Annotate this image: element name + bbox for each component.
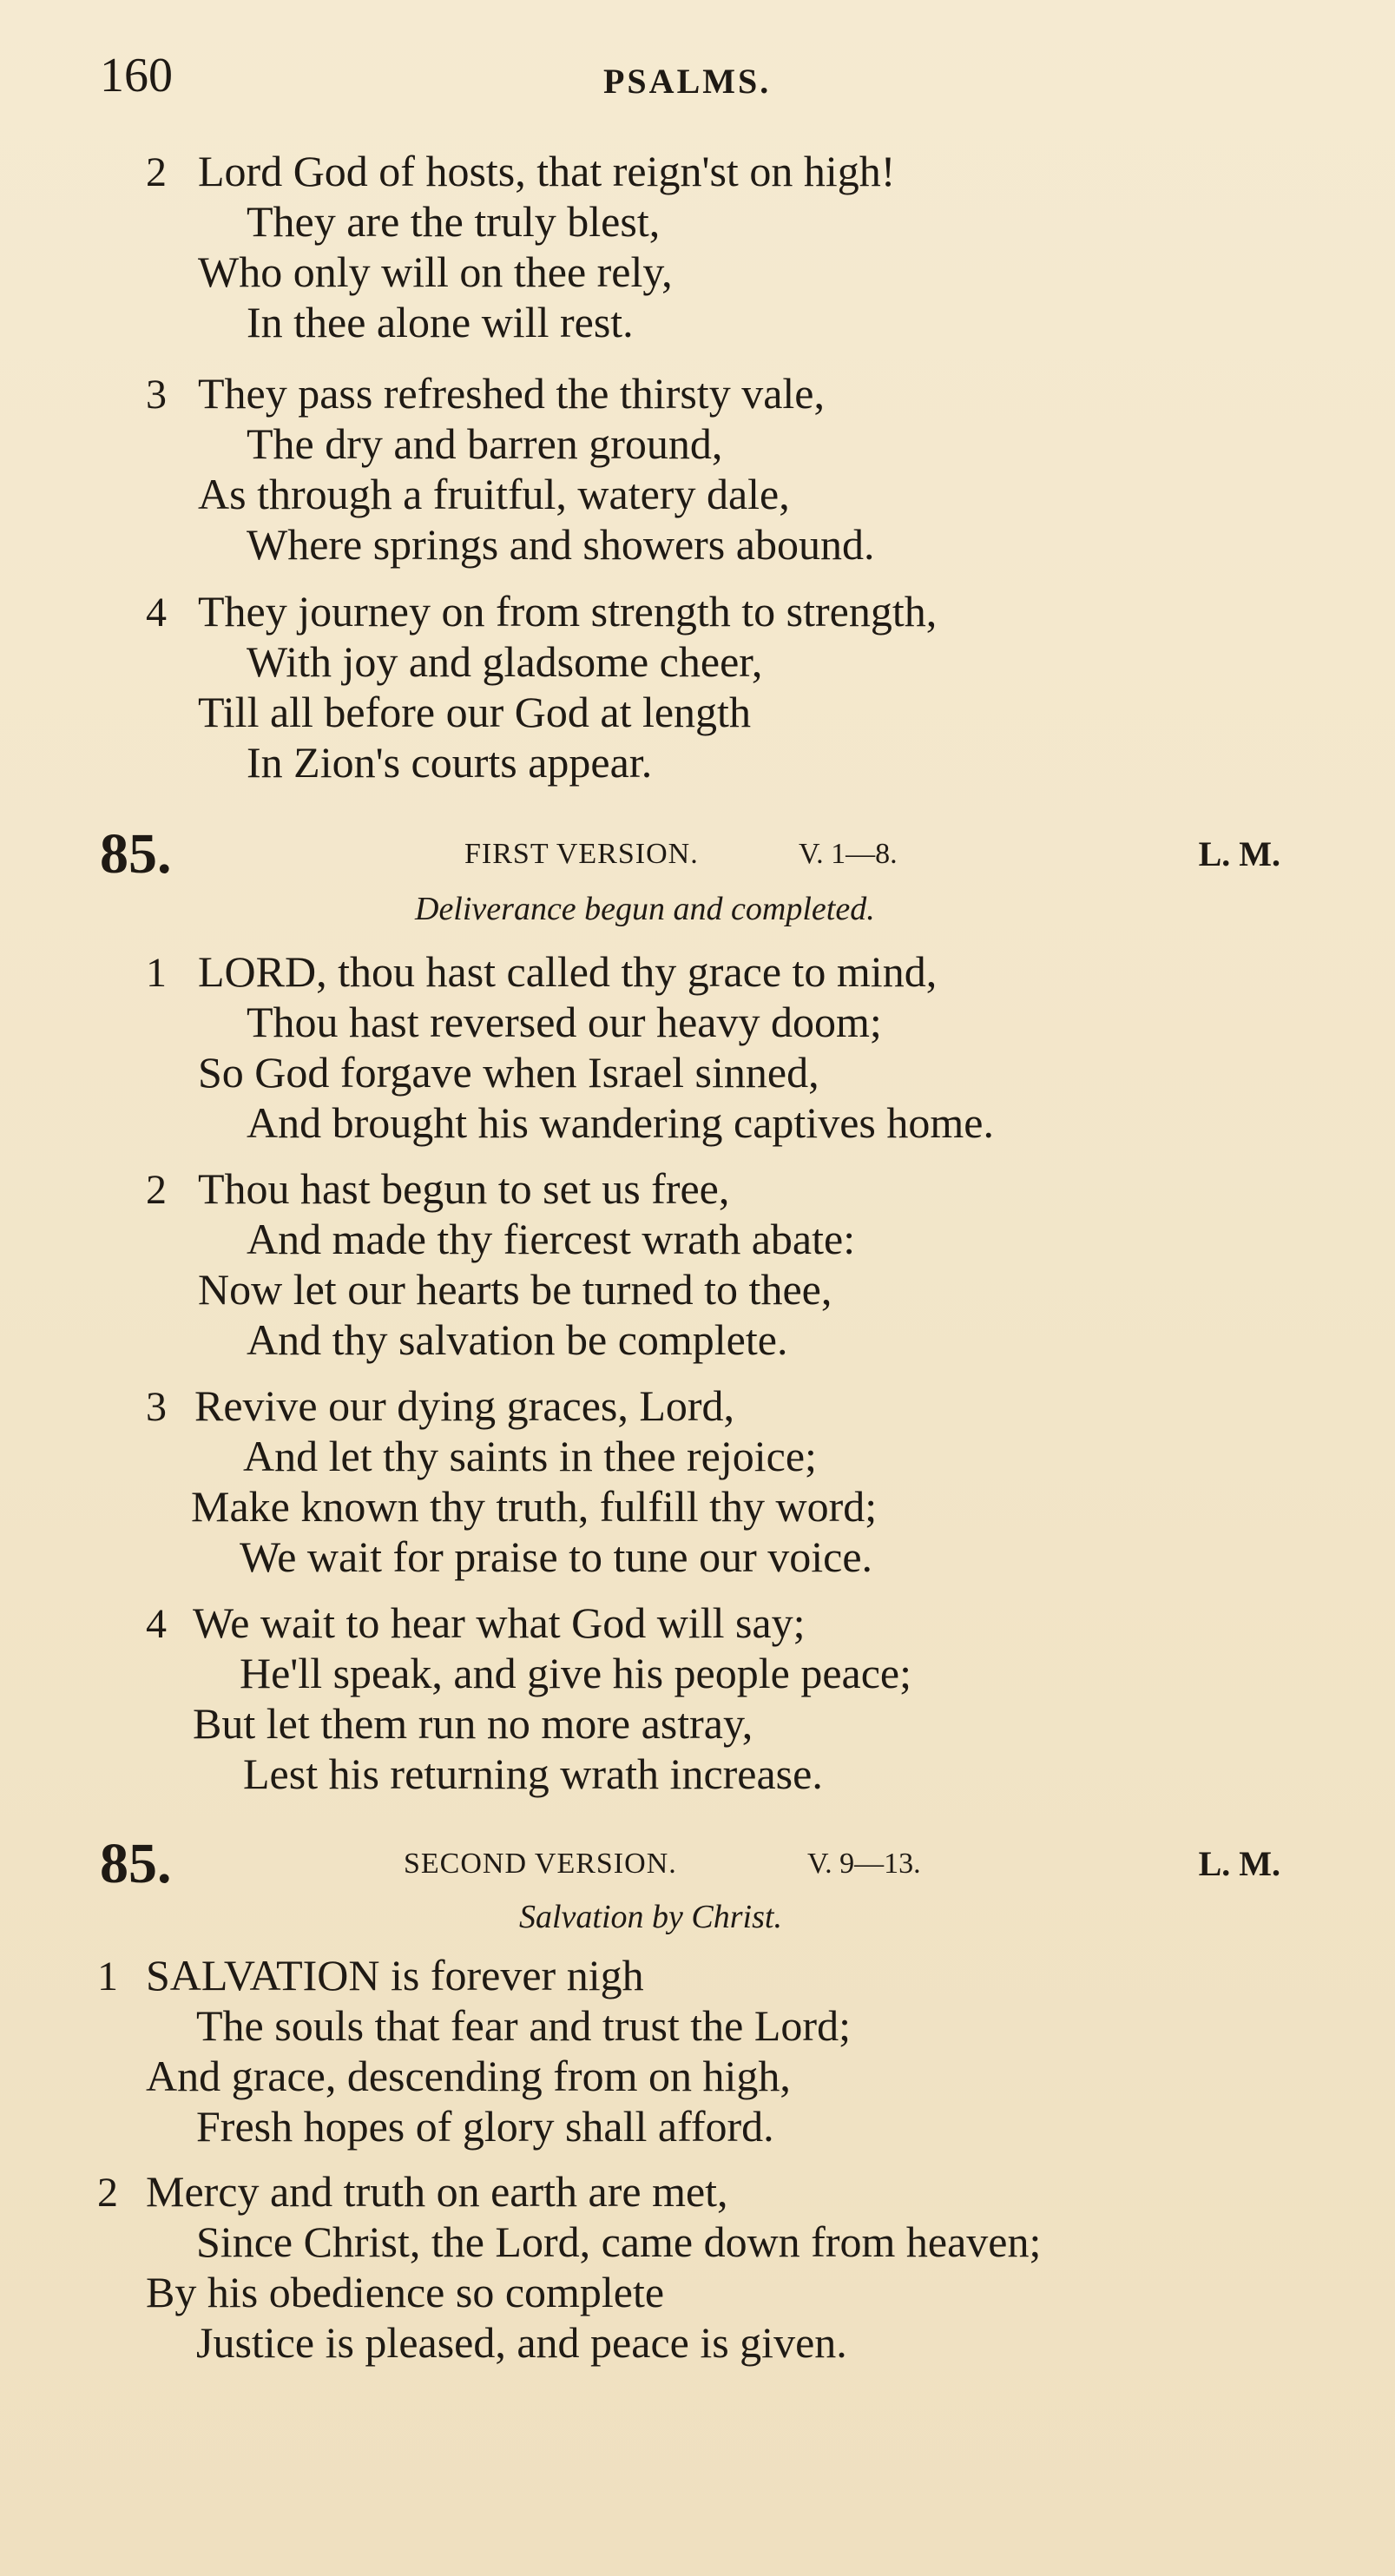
stanza-line: We wait for praise to tune our voice. <box>240 1532 873 1581</box>
psalm-number: 85. <box>100 822 172 886</box>
meter-label: L. M. <box>1198 834 1280 873</box>
stanza-number: 2 <box>97 2170 118 2216</box>
running-title: PSALMS. <box>603 62 772 101</box>
verse-range: V. 9—13. <box>807 1848 921 1880</box>
stanza-line: Lest his returning wrath increase. <box>243 1749 823 1798</box>
stanza-line: As through a fruitful, watery dale, <box>198 470 790 518</box>
stanza-line: Justice is pleased, and peace is given. <box>196 2318 847 2367</box>
stanza-line: They journey on from strength to strength, <box>198 587 938 636</box>
stanza-line: They are the truly blest, <box>247 197 661 246</box>
stanza-line: Mercy and truth on earth are met, <box>146 2167 728 2216</box>
stanza-number: 1 <box>146 950 167 996</box>
stanza-number: 4 <box>146 1601 167 1647</box>
stanza-line: Make known thy truth, fulfill thy word; <box>191 1482 878 1531</box>
stanza-line: And let thy saints in thee rejoice; <box>243 1432 817 1480</box>
stanza-number: 3 <box>146 1384 167 1430</box>
verse-range: V. 1—8. <box>799 838 898 870</box>
stanza-line: Lord God of hosts, that reign'st on high! <box>198 147 896 195</box>
stanza-number: 2 <box>146 149 167 195</box>
stanza-line: So God forgave when Israel sinned, <box>198 1048 819 1097</box>
stanza-number: 1 <box>97 1953 118 2000</box>
meter-label: L. M. <box>1198 1844 1280 1883</box>
psalm-number: 85. <box>100 1832 172 1895</box>
stanza-line: Revive our dying graces, Lord, <box>194 1381 735 1430</box>
stanza-number: 3 <box>146 372 167 418</box>
psalm-heading-second-version <box>100 1832 1280 1895</box>
stanza-line: Since Christ, the Lord, came down from heaven; <box>196 2217 1042 2266</box>
stanza-line: The souls that fear and trust the Lord; <box>196 2001 851 2050</box>
stanza-line: But let them run no more astray, <box>193 1699 753 1748</box>
stanza-line: And brought his wandering captives home. <box>247 1098 994 1147</box>
stanza-line: Where springs and showers abound. <box>247 520 875 569</box>
stanza-line: Fresh hopes of glory shall afford. <box>196 2102 774 2151</box>
stanza-line: With joy and gladsome cheer, <box>247 637 763 686</box>
stanza-line: And thy salvation be complete. <box>247 1315 788 1364</box>
stanza-line: Now let our hearts be turned to thee, <box>198 1265 832 1314</box>
stanza-line: And made thy fiercest wrath abate: <box>247 1215 856 1263</box>
stanza-line: In thee alone will rest. <box>247 298 634 346</box>
stanza-line: The dry and barren ground, <box>247 419 723 468</box>
stanza-line: They pass refreshed the thirsty vale, <box>198 369 825 418</box>
stanza-line: SALVATION is forever nigh <box>146 1951 644 2000</box>
stanza-line: Who only will on thee rely, <box>198 247 673 296</box>
stanza-number: 2 <box>146 1167 167 1213</box>
stanza-line: LORD, thou hast called thy grace to mind, <box>198 947 938 996</box>
version-label: FIRST VERSION. <box>464 838 699 870</box>
hymn-subtitle: Deliverance begun and completed. <box>415 891 875 927</box>
psalm-heading-first-version <box>100 822 1280 886</box>
hymn-subtitle: Salvation by Christ. <box>519 1899 782 1935</box>
stanza-line: And grace, descending from on high, <box>146 2052 791 2100</box>
stanza-line: In Zion's courts appear. <box>247 738 653 787</box>
stanza-line: He'll speak, and give his people peace; <box>240 1649 911 1697</box>
version-label: SECOND VERSION. <box>404 1848 677 1880</box>
running-head <box>100 45 1280 106</box>
stanza-number: 4 <box>146 590 167 636</box>
stanza-line: Thou hast reversed our heavy doom; <box>247 998 882 1046</box>
stanza-line: By his obedience so complete <box>146 2268 665 2316</box>
stanza-line: Thou hast begun to set us free, <box>198 1164 730 1213</box>
page-number: 160 <box>100 49 173 102</box>
stanza-line: Till all before our God at length <box>198 688 751 736</box>
stanza-line: We wait to hear what God will say; <box>193 1598 806 1647</box>
